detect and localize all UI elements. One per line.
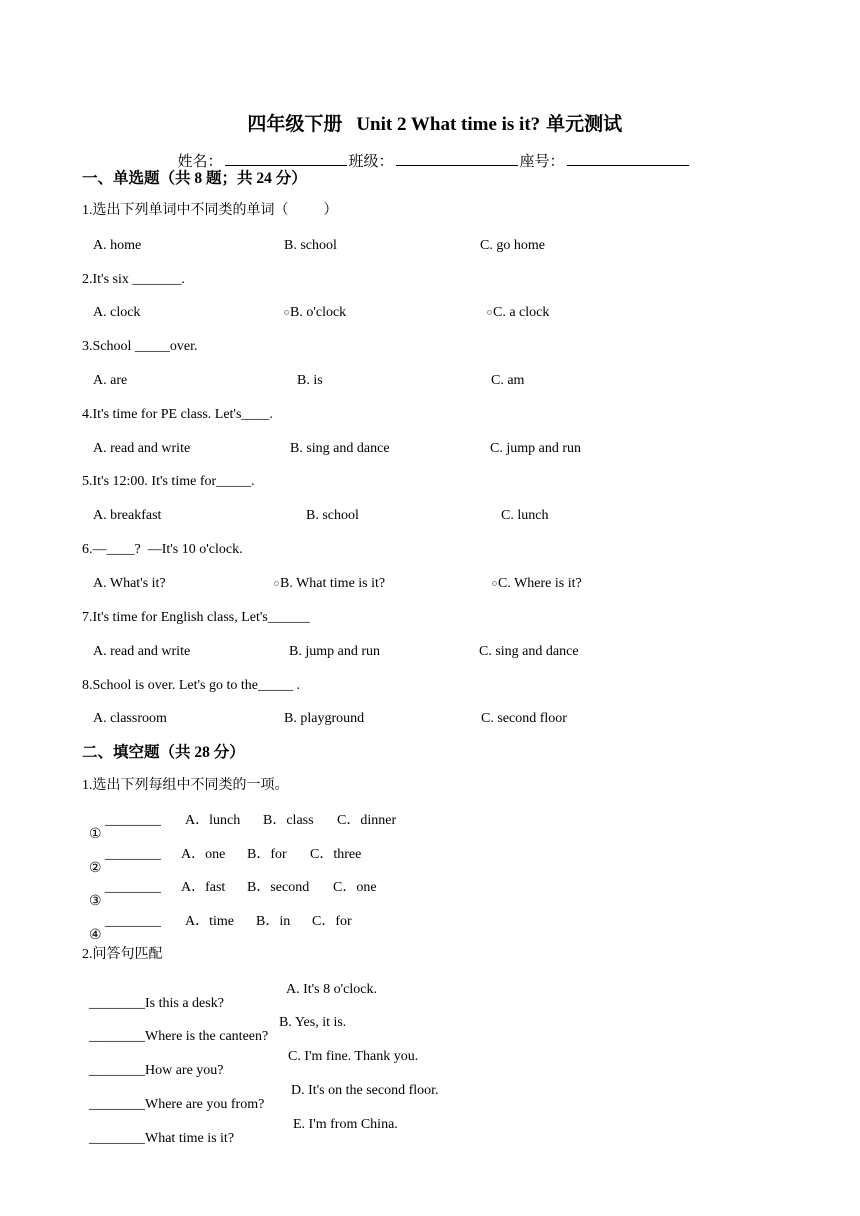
seat-label: 座号：: [519, 154, 565, 170]
option-b: B. playground: [284, 711, 365, 726]
match-question: Is this a desk?: [145, 996, 224, 1011]
name-blank[interactable]: [225, 151, 347, 166]
answer-blank[interactable]: ________: [105, 914, 161, 929]
question-stem: 6.—____? —It's 10 o'clock.: [82, 542, 243, 557]
answer-blank[interactable]: ________: [89, 1029, 145, 1044]
question-stem: 7.It's time for English class, Let's______: [82, 610, 310, 625]
answer-blank[interactable]: ________: [105, 847, 161, 862]
answer-blank[interactable]: ________: [89, 996, 145, 1011]
option-a: A. read and write: [93, 441, 191, 456]
title-grade: 四年级下册: [247, 114, 343, 135]
option-a: A. are: [93, 373, 128, 388]
option-c: C. go home: [480, 238, 545, 253]
student-info-row: [170, 136, 691, 170]
option-a: A. read and write: [93, 644, 191, 659]
name-label: 姓名：: [177, 154, 223, 170]
section-2-heading: 二、填空题（共 28 分）: [82, 744, 245, 761]
question-stem: 3.School _____over.: [82, 339, 198, 354]
option-a: A. What's it?: [93, 576, 166, 591]
option-c: C. lunch: [501, 508, 549, 523]
option-a: A. breakfast: [93, 508, 162, 523]
radio-marker-icon: [274, 581, 279, 586]
seat-blank[interactable]: [567, 151, 689, 166]
option-c: C. Where is it?: [492, 577, 582, 591]
option-a: A．time: [185, 914, 234, 929]
class-blank[interactable]: [396, 151, 518, 166]
option-b: B. school: [284, 238, 337, 253]
list-item: ②: [89, 861, 102, 876]
option-a: A．one: [181, 847, 226, 862]
option-b: B．for: [247, 847, 287, 862]
answer-blank[interactable]: ________: [105, 813, 161, 828]
question-stem: 5.It's 12:00. It's time for_____.: [82, 474, 255, 489]
question-stem: 8.School is over. Let's go to the_____ .: [82, 678, 300, 693]
match-row: [82, 1118, 234, 1146]
match-row: [82, 1016, 268, 1044]
answer-blank[interactable]: ________: [89, 1063, 145, 1078]
option-b: B. What time is it?: [274, 577, 385, 591]
option-b: B. o'clock: [284, 306, 346, 320]
option-a: A. classroom: [93, 711, 167, 726]
option-c: C. sing and dance: [479, 644, 579, 659]
match-answer: E. I'm from China.: [293, 1117, 398, 1132]
match-answer: D. It's on the second floor.: [291, 1083, 439, 1098]
option-b: B. school: [306, 508, 359, 523]
radio-marker-icon: [487, 310, 492, 315]
section-1-heading: 一、单选题（共 8 题；共 24 分）: [82, 170, 307, 187]
question-stem: 1.选出下列每组中不同类的一项。: [82, 778, 289, 793]
match-row: [82, 983, 224, 1011]
option-a: A. clock: [93, 305, 141, 320]
match-row: [82, 1084, 264, 1112]
option-a: A．fast: [181, 880, 226, 895]
option-b: B．class: [263, 813, 314, 828]
title-test: 单元测试: [546, 114, 623, 135]
answer-blank[interactable]: ________: [89, 1131, 145, 1146]
option-c: C．dinner: [337, 813, 397, 828]
list-item: ①: [89, 827, 102, 842]
option-b: B．in: [256, 914, 291, 929]
match-answer: A. It's 8 o'clock.: [286, 982, 377, 997]
option-c: C．three: [310, 847, 362, 862]
class-label: 班级：: [348, 154, 394, 170]
question-stem: 4.It's time for PE class. Let's____.: [82, 407, 273, 422]
match-row: [82, 1050, 224, 1078]
option-c: C. am: [491, 373, 525, 388]
option-b: B. jump and run: [289, 644, 380, 659]
option-b: B．second: [247, 880, 310, 895]
option-c: C. second floor: [481, 711, 567, 726]
page-title: [0, 96, 860, 134]
option-c: C. a clock: [487, 306, 549, 320]
match-question: How are you?: [145, 1063, 224, 1078]
match-answer: C. I'm fine. Thank you.: [288, 1049, 419, 1064]
option-c: C．one: [333, 880, 377, 895]
option-c: C．for: [312, 914, 352, 929]
option-a: A. home: [93, 238, 142, 253]
question-stem: 2.问答句匹配: [82, 947, 163, 962]
option-b: B. sing and dance: [290, 441, 390, 456]
question-stem: 2.It's six _______.: [82, 272, 185, 287]
option-b: B. is: [297, 373, 323, 388]
question-stem: 1.选出下列单词中不同类的单词（ ）: [82, 203, 338, 218]
match-question: What time is it?: [145, 1131, 235, 1146]
answer-blank[interactable]: ________: [105, 880, 161, 895]
match-question: Where is the canteen?: [145, 1029, 269, 1044]
radio-marker-icon: [492, 581, 497, 586]
match-answer: B. Yes, it is.: [279, 1015, 347, 1030]
list-item: ④: [89, 928, 102, 943]
title-unit: Unit 2 What time is it?: [356, 114, 541, 135]
answer-blank[interactable]: ________: [89, 1097, 145, 1112]
list-item: ③: [89, 894, 102, 909]
option-c: C. jump and run: [490, 441, 581, 456]
option-a: A．lunch: [185, 813, 241, 828]
radio-marker-icon: [284, 310, 289, 315]
match-question: Where are you from?: [145, 1097, 265, 1112]
